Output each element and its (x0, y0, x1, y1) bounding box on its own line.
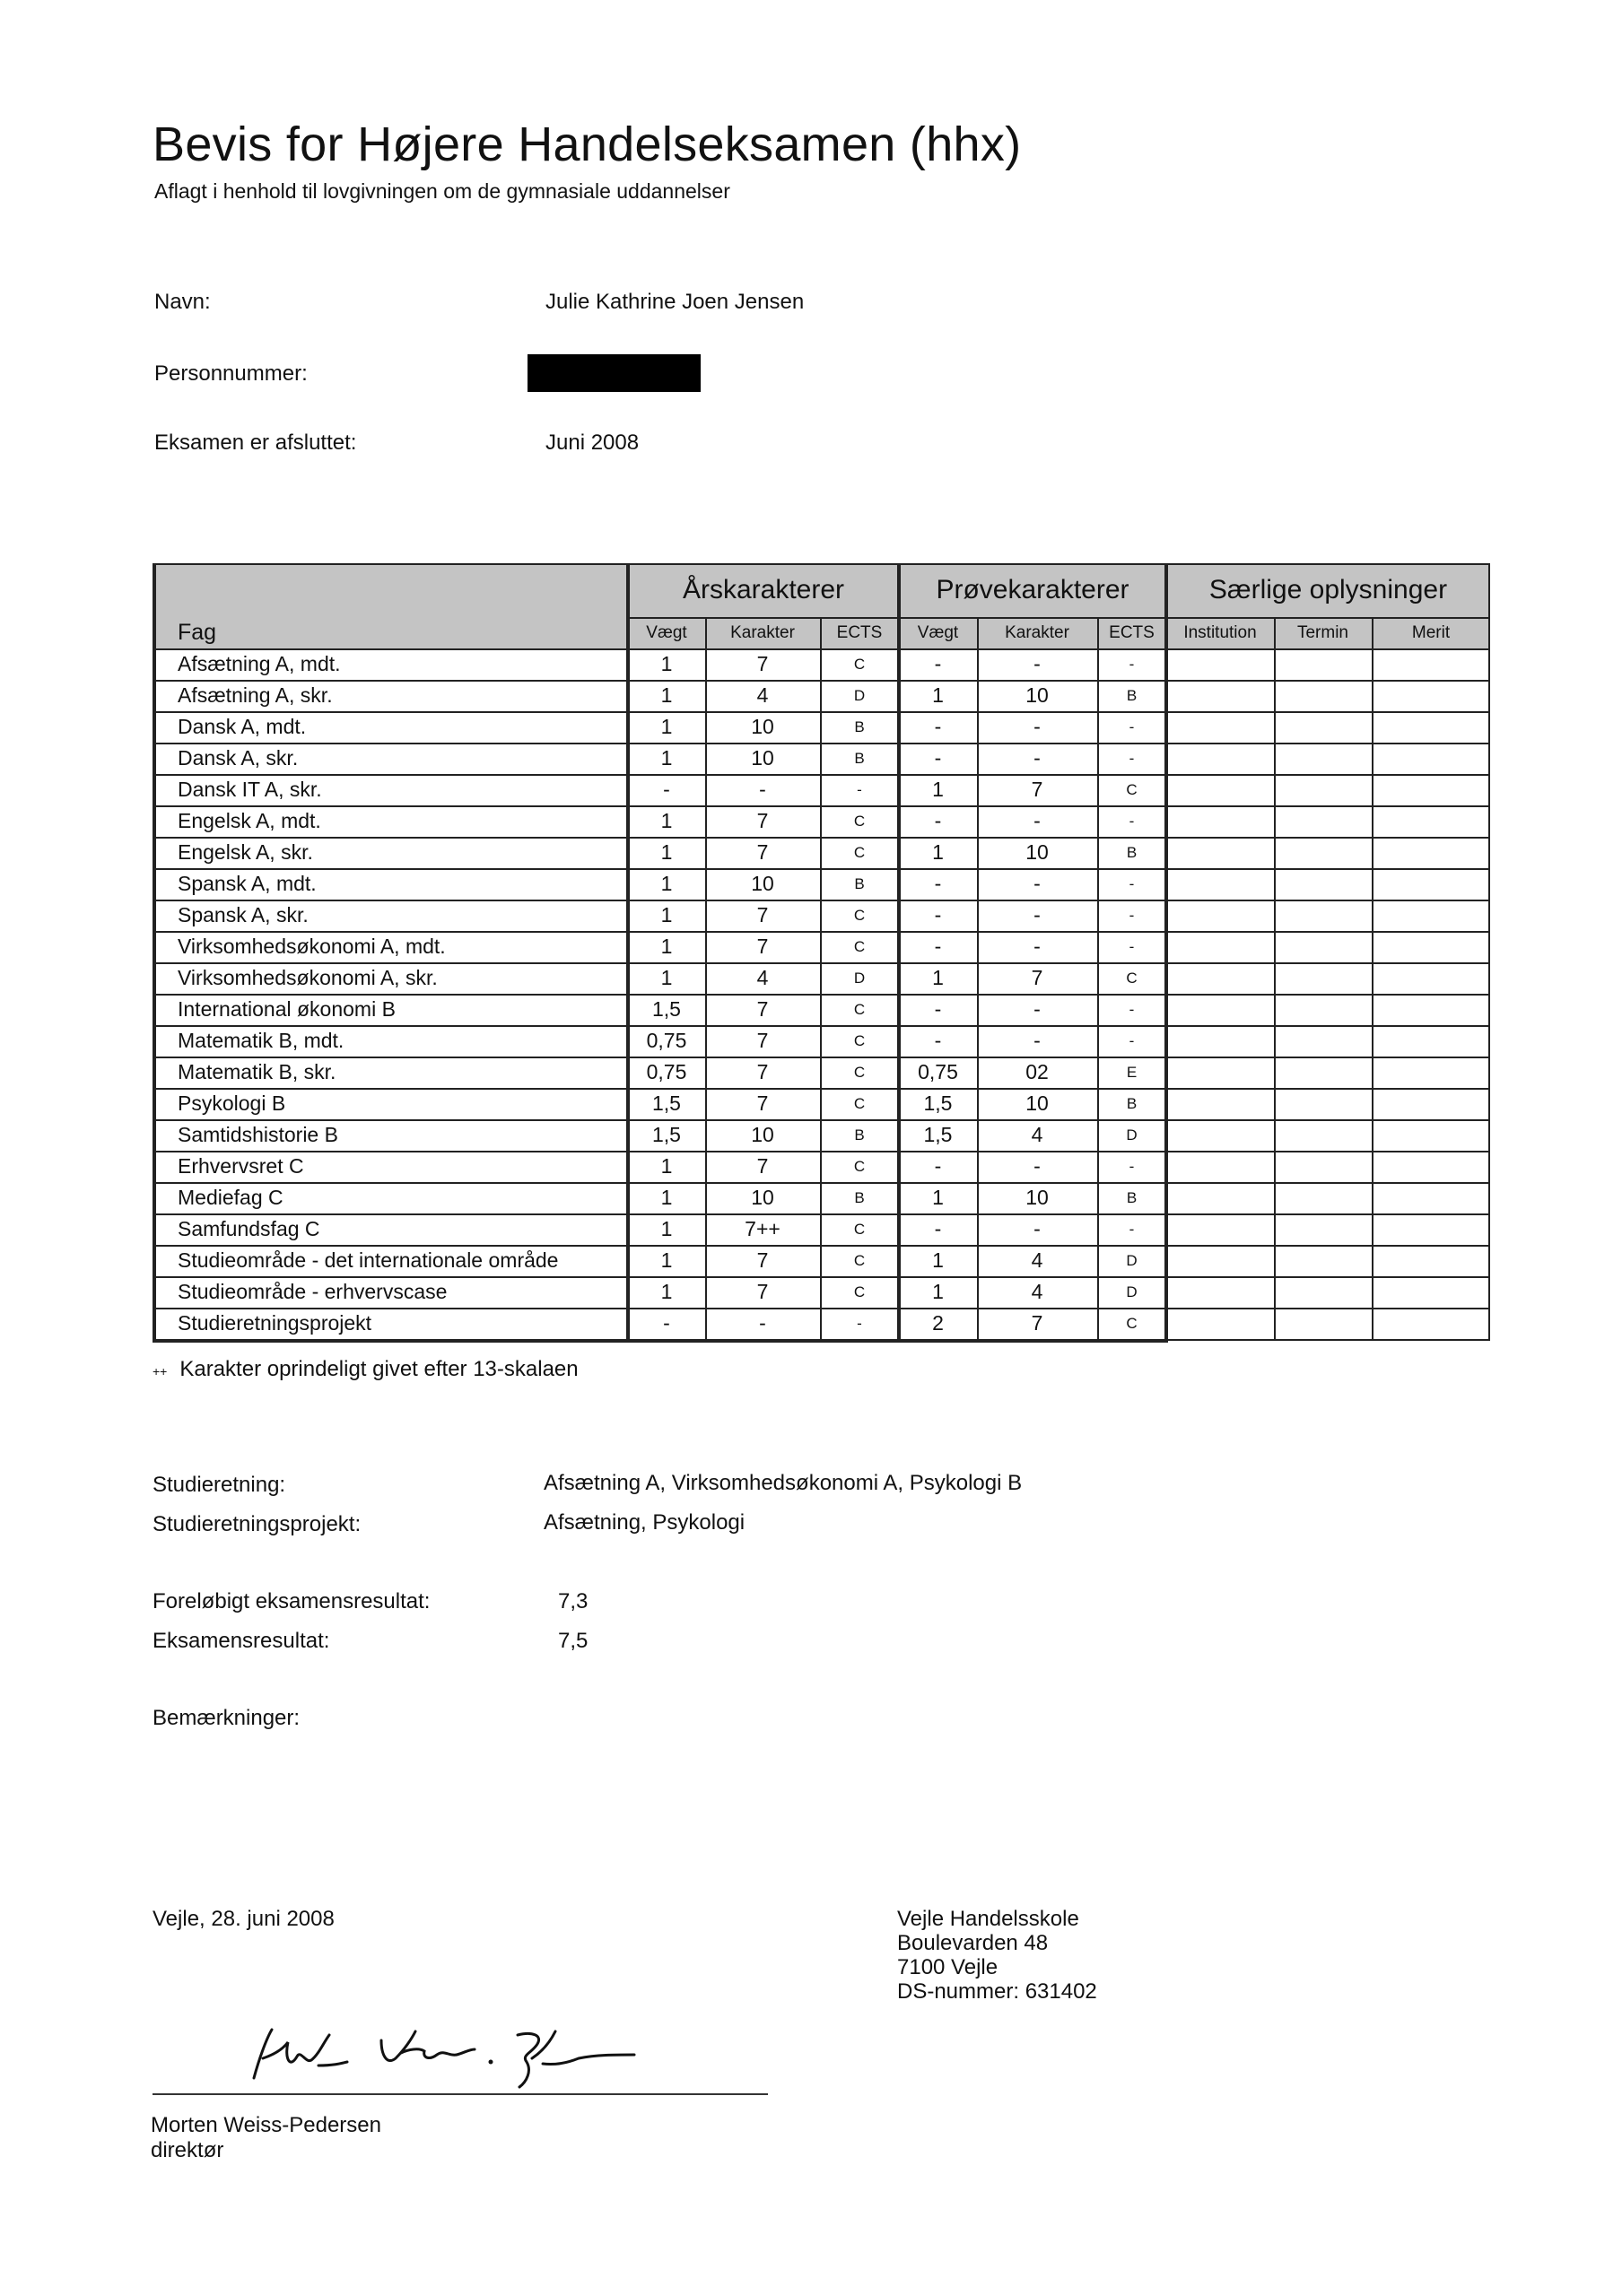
col-header-institution: Institution (1183, 622, 1257, 642)
empty-cell (1372, 680, 1490, 711)
empty-cell (1274, 743, 1372, 774)
grade-cell: 1 (932, 966, 944, 989)
empty-cell (1166, 1276, 1274, 1308)
empty-cell (1372, 1213, 1490, 1245)
empty-cell (1274, 1276, 1372, 1308)
subject-cell: Virksomhedsøkonomi A, skr. (178, 966, 438, 989)
table-rule (153, 563, 1490, 565)
grade-cell: - (934, 715, 942, 738)
grade-cell: 10 (1025, 683, 1049, 707)
subject-cell: Engelsk A, mdt. (178, 809, 321, 832)
table-rule (1166, 1339, 1490, 1341)
final-result-value: 7,5 (558, 1629, 589, 1653)
grade-cell: C (853, 1283, 866, 1300)
school-ds-number: DS-nummer: 631402 (897, 1979, 1097, 2004)
signature-image (247, 2022, 641, 2094)
grade-cell: 1 (932, 1186, 944, 1209)
grade-cell: 7 (1031, 1311, 1043, 1335)
grade-cell: C (853, 843, 866, 861)
grade-cell: 1,5 (652, 1123, 681, 1146)
grade-cell: 1 (660, 683, 673, 707)
table-rule (1274, 617, 1276, 1339)
grade-cell: B (1126, 686, 1138, 704)
grades-table (153, 563, 1490, 1343)
col-header-exam-ects: ECTS (1109, 622, 1155, 642)
empty-cell (1372, 1057, 1490, 1088)
grade-cell: - (1033, 715, 1041, 738)
table-rule (977, 617, 979, 1339)
table-rule (628, 617, 1490, 619)
grade-cell: C (853, 1000, 866, 1018)
footnote (153, 1357, 579, 1382)
completed-value: Juni 2008 (545, 430, 640, 455)
empty-cell (1166, 1119, 1274, 1151)
grade-cell: B (854, 1188, 865, 1206)
grade-cell: 4 (1031, 1280, 1043, 1303)
preliminary-result-label: Foreløbigt eksamensresultat: (153, 1589, 431, 1613)
group-header-year: Årskarakterer (682, 575, 845, 604)
col-header-year-ects: ECTS (836, 622, 883, 642)
col-header-subject: Fag (178, 620, 217, 645)
empty-cell (1274, 1151, 1372, 1182)
grade-cell: - (1129, 937, 1135, 955)
empty-cell (1274, 1308, 1372, 1339)
grade-cell: B (854, 749, 865, 767)
grade-cell: 1 (660, 1186, 673, 1209)
empty-cell (1274, 900, 1372, 931)
grade-cell: 1 (660, 746, 673, 770)
col-header-exam-weight: Vægt (917, 622, 959, 642)
empty-cell (1372, 743, 1490, 774)
preliminary-result-value: 7,3 (558, 1589, 589, 1613)
grade-cell: 02 (1025, 1060, 1049, 1083)
grade-cell: 7 (756, 840, 769, 864)
col-header-year-weight: Vægt (646, 622, 687, 642)
subject-cell: Dansk A, skr. (178, 746, 299, 770)
grade-cell: - (1129, 906, 1135, 924)
grade-cell: - (1129, 718, 1135, 735)
grade-cell: - (1129, 812, 1135, 830)
col-header-year-grade: Karakter (730, 622, 795, 642)
grade-cell: - (1033, 652, 1041, 675)
grade-cell: 4 (756, 683, 769, 707)
col-header-term: Termin (1296, 622, 1348, 642)
grade-cell: 1 (660, 1248, 673, 1272)
grade-cell: C (1126, 1314, 1138, 1332)
table-rule (705, 617, 707, 1339)
grade-cell: 7 (756, 652, 769, 675)
grade-cell: 1 (660, 935, 673, 958)
grade-cell: D (853, 686, 866, 704)
grade-cell: 1 (932, 1280, 944, 1303)
grade-cell: 1 (660, 872, 673, 895)
empty-cell (1372, 994, 1490, 1025)
subject-cell: Mediefag C (178, 1186, 283, 1209)
grade-cell: - (1033, 1029, 1041, 1052)
grade-cell: C (1126, 780, 1138, 798)
grade-cell: 1,5 (652, 997, 681, 1021)
empty-cell (1372, 1119, 1490, 1151)
grade-cell: - (1033, 809, 1041, 832)
document-title: Bevis for Højere Handelseksamen (hhx) (153, 117, 1022, 171)
grade-cell: 7 (756, 1248, 769, 1272)
grade-cell: 10 (751, 746, 774, 770)
table-rule (153, 1339, 1166, 1343)
grade-cell: - (934, 1217, 942, 1240)
grade-cell: D (1126, 1126, 1138, 1144)
empty-cell (1274, 837, 1372, 868)
empty-cell (1166, 743, 1274, 774)
study-direction-label: Studieretning: (153, 1473, 286, 1497)
grade-cell: B (854, 718, 865, 735)
grade-cell: 2 (932, 1311, 944, 1335)
empty-cell (1166, 1245, 1274, 1276)
signatory-title: direktør (151, 2138, 224, 2162)
grade-cell: 10 (751, 1186, 774, 1209)
empty-cell (1166, 1088, 1274, 1119)
grade-cell: - (934, 1029, 942, 1052)
grade-cell: 1 (932, 1248, 944, 1272)
grade-cell: C (853, 655, 866, 673)
grade-cell: C (853, 906, 866, 924)
empty-cell (1274, 1182, 1372, 1213)
empty-cell (1166, 994, 1274, 1025)
grade-cell: 1 (660, 903, 673, 926)
grade-cell: 10 (1025, 840, 1049, 864)
subject-cell: Matematik B, mdt. (178, 1029, 344, 1052)
grade-cell: 7 (756, 809, 769, 832)
study-direction-value: Afsætning A, Virksomhedsøkonomi A, Psykologi B (544, 1471, 1023, 1495)
empty-cell (1166, 900, 1274, 931)
subject-cell: Samfundsfag C (178, 1217, 320, 1240)
grade-cell: - (1129, 1000, 1135, 1018)
grade-cell: 1 (660, 1280, 673, 1303)
grade-cell: C (853, 1220, 866, 1238)
empty-cell (1372, 648, 1490, 680)
empty-cell (1166, 868, 1274, 900)
empty-cell (1274, 680, 1372, 711)
grade-cell: 1 (932, 683, 944, 707)
grade-cell: - (1129, 749, 1135, 767)
subject-cell: Erhvervsret C (178, 1154, 304, 1178)
grade-cell: 1 (660, 715, 673, 738)
grade-cell: - (1033, 1154, 1041, 1178)
grade-cell: 1,5 (923, 1123, 953, 1146)
subject-cell: Samtidshistorie B (178, 1123, 338, 1146)
grade-cell: D (853, 969, 866, 987)
grade-cell: 1 (932, 778, 944, 801)
grade-cell: 7 (756, 1091, 769, 1115)
grade-cell: D (1126, 1283, 1138, 1300)
grade-cell: 7 (756, 1280, 769, 1303)
grade-cell: - (934, 935, 942, 958)
table-rule (626, 563, 630, 1343)
empty-cell (1274, 868, 1372, 900)
grade-cell: - (934, 809, 942, 832)
grade-cell: 10 (751, 1123, 774, 1146)
name-value: Julie Kathrine Joen Jensen (545, 290, 805, 314)
final-result-label: Eksamensresultat: (153, 1629, 330, 1653)
empty-cell (1274, 774, 1372, 805)
grade-cell: C (853, 1251, 866, 1269)
grade-cell: 1 (660, 1154, 673, 1178)
empty-cell (1166, 680, 1274, 711)
grade-cell: - (1129, 874, 1135, 892)
table-rule (820, 617, 822, 1339)
grade-cell: C (853, 1031, 866, 1049)
grade-cell: - (857, 780, 862, 798)
grade-cell: 7 (756, 1029, 769, 1052)
subject-cell: Afsætning A, mdt. (178, 652, 341, 675)
table-rule (1372, 617, 1373, 1339)
empty-cell (1372, 805, 1490, 837)
empty-cell (1372, 774, 1490, 805)
grade-cell: C (853, 1094, 866, 1112)
grade-cell: - (759, 778, 766, 801)
subject-cell: Spansk A, mdt. (178, 872, 317, 895)
name-label: Navn: (154, 290, 211, 314)
school-city: 7100 Vejle (897, 1955, 998, 1979)
subject-cell: Dansk IT A, skr. (178, 778, 322, 801)
grade-cell: 1,5 (923, 1091, 953, 1115)
empty-cell (1166, 711, 1274, 743)
signatory-name: Morten Weiss-Pedersen (151, 2113, 381, 2137)
grade-cell: B (854, 1126, 865, 1144)
grade-cell: - (857, 1314, 862, 1332)
grade-cell: 10 (751, 715, 774, 738)
empty-cell (1274, 1057, 1372, 1088)
grade-cell: B (1126, 1188, 1138, 1206)
grade-cell: D (1126, 1251, 1138, 1269)
grade-cell: 1 (660, 652, 673, 675)
empty-cell (1166, 1151, 1274, 1182)
subject-cell: Studieområde - det internationale område (178, 1248, 559, 1272)
empty-cell (1274, 1213, 1372, 1245)
empty-cell (1274, 648, 1372, 680)
grade-cell: 4 (1031, 1248, 1043, 1272)
grade-cell: 0,75 (918, 1060, 958, 1083)
study-project-label: Studieretningsprojekt: (153, 1512, 362, 1536)
empty-cell (1372, 837, 1490, 868)
signatory-block (151, 2113, 381, 2163)
empty-cell (1166, 1182, 1274, 1213)
subject-cell: Studieretningsprojekt (178, 1311, 372, 1335)
school-name: Vejle Handelsskole (897, 1907, 1079, 1931)
grade-cell: 7 (1031, 778, 1043, 801)
table-rule (153, 563, 156, 1343)
empty-cell (1274, 931, 1372, 962)
grade-cell: 7 (756, 935, 769, 958)
empty-cell (1274, 994, 1372, 1025)
grade-cell: B (854, 874, 865, 892)
footnote-marker: ++ (153, 1364, 168, 1378)
empty-cell (1372, 1308, 1490, 1339)
empty-cell (1166, 1308, 1274, 1339)
empty-cell (1166, 931, 1274, 962)
grade-cell: 0,75 (646, 1060, 687, 1083)
table-rule (897, 563, 901, 1343)
grade-cell: 7++ (745, 1217, 780, 1240)
subject-cell: Afsætning A, skr. (178, 683, 333, 707)
grade-cell: - (1033, 746, 1041, 770)
group-header-special: Særlige oplysninger (1208, 575, 1448, 604)
empty-cell (1372, 868, 1490, 900)
subject-cell: Virksomhedsøkonomi A, mdt. (178, 935, 446, 958)
grade-cell: - (1129, 655, 1135, 673)
document-subtitle: Aflagt i henhold til lovgivningen om de gymnasiale uddannelser (154, 179, 730, 203)
grade-cell: B (1126, 1094, 1138, 1112)
grade-cell: E (1126, 1063, 1138, 1081)
empty-cell (1372, 711, 1490, 743)
grade-cell: 10 (1025, 1186, 1049, 1209)
subject-cell: Spansk A, skr. (178, 903, 309, 926)
empty-cell (1274, 1119, 1372, 1151)
col-header-merit: Merit (1411, 622, 1451, 642)
empty-cell (1372, 1025, 1490, 1057)
empty-cell (1166, 648, 1274, 680)
empty-cell (1372, 931, 1490, 962)
grade-cell: C (853, 1063, 866, 1081)
grade-cell: 10 (1025, 1091, 1049, 1115)
grade-cell: 1 (932, 840, 944, 864)
empty-cell (1274, 1025, 1372, 1057)
grade-cell: - (934, 1154, 942, 1178)
grade-cell: - (934, 746, 942, 770)
subject-cell: Studieområde - erhvervscase (178, 1280, 448, 1303)
grade-cell: 4 (1031, 1123, 1043, 1146)
grade-cell: - (1129, 1031, 1135, 1049)
empty-cell (1274, 962, 1372, 994)
grade-cell: C (853, 1157, 866, 1175)
grade-cell: - (663, 778, 670, 801)
empty-cell (1166, 1057, 1274, 1088)
grade-cell: - (934, 903, 942, 926)
school-street: Boulevarden 48 (897, 1931, 1049, 1955)
cpr-redaction-box (528, 354, 701, 392)
grade-cell: 7 (756, 997, 769, 1021)
grade-cell: 7 (756, 1154, 769, 1178)
subject-cell: Psykologi B (178, 1091, 286, 1115)
grade-cell: B (1126, 843, 1138, 861)
grade-cell: - (1129, 1157, 1135, 1175)
empty-cell (1372, 962, 1490, 994)
empty-cell (1166, 774, 1274, 805)
grade-cell: - (1033, 935, 1041, 958)
grade-cell: 7 (756, 903, 769, 926)
empty-cell (1372, 900, 1490, 931)
empty-cell (1166, 1025, 1274, 1057)
grade-cell: 1 (660, 809, 673, 832)
grade-cell: - (1033, 1217, 1041, 1240)
grade-cell: - (759, 1311, 766, 1335)
study-project-value: Afsætning, Psykologi (544, 1510, 746, 1535)
grade-cell: - (934, 652, 942, 675)
place-date: Vejle, 28. juni 2008 (153, 1907, 335, 1931)
empty-cell (1372, 1088, 1490, 1119)
grade-cell: 1 (660, 966, 673, 989)
subject-cell: Matematik B, skr. (178, 1060, 336, 1083)
grade-cell: C (853, 812, 866, 830)
signature-line (153, 2093, 768, 2095)
completed-label: Eksamen er afsluttet: (154, 430, 357, 455)
subject-cell: Dansk A, mdt. (178, 715, 307, 738)
grade-cell: 4 (756, 966, 769, 989)
empty-cell (1166, 962, 1274, 994)
grade-cell: 1,5 (652, 1091, 681, 1115)
empty-cell (1274, 805, 1372, 837)
grade-cell: - (1033, 997, 1041, 1021)
grade-cell: 1 (660, 1217, 673, 1240)
grade-cell: - (1033, 903, 1041, 926)
grade-cell: 7 (1031, 966, 1043, 989)
table-rule (1488, 563, 1490, 1341)
grade-cell: - (1129, 1220, 1135, 1238)
subject-cell: International økonomi B (178, 997, 396, 1021)
remarks-label: Bemærkninger: (153, 1706, 301, 1730)
empty-cell (1372, 1182, 1490, 1213)
grade-cell: C (1126, 969, 1138, 987)
grade-cell: 7 (756, 1060, 769, 1083)
grade-cell: - (934, 872, 942, 895)
footnote-text: Karakter oprindeligt givet efter 13-skalaen (179, 1357, 579, 1381)
school-address-block (897, 1907, 1097, 2004)
empty-cell (1274, 711, 1372, 743)
grade-cell: 0,75 (646, 1029, 687, 1052)
grade-cell: - (1033, 872, 1041, 895)
subject-cell: Engelsk A, skr. (178, 840, 313, 864)
empty-cell (1372, 1245, 1490, 1276)
empty-cell (1166, 805, 1274, 837)
empty-cell (1274, 1088, 1372, 1119)
grade-cell: 1 (660, 840, 673, 864)
cpr-label: Personnummer: (154, 361, 308, 386)
empty-cell (1274, 1245, 1372, 1276)
table-rule (1097, 617, 1099, 1339)
empty-cell (1166, 837, 1274, 868)
grade-cell: - (663, 1311, 670, 1335)
grade-cell: 10 (751, 872, 774, 895)
grade-cell: C (853, 937, 866, 955)
empty-cell (1372, 1151, 1490, 1182)
empty-cell (1372, 1276, 1490, 1308)
empty-cell (1166, 1213, 1274, 1245)
table-rule (1164, 563, 1168, 1343)
grade-cell: - (934, 997, 942, 1021)
col-header-exam-grade: Karakter (1005, 622, 1069, 642)
group-header-exam: Prøvekarakterer (936, 575, 1129, 604)
